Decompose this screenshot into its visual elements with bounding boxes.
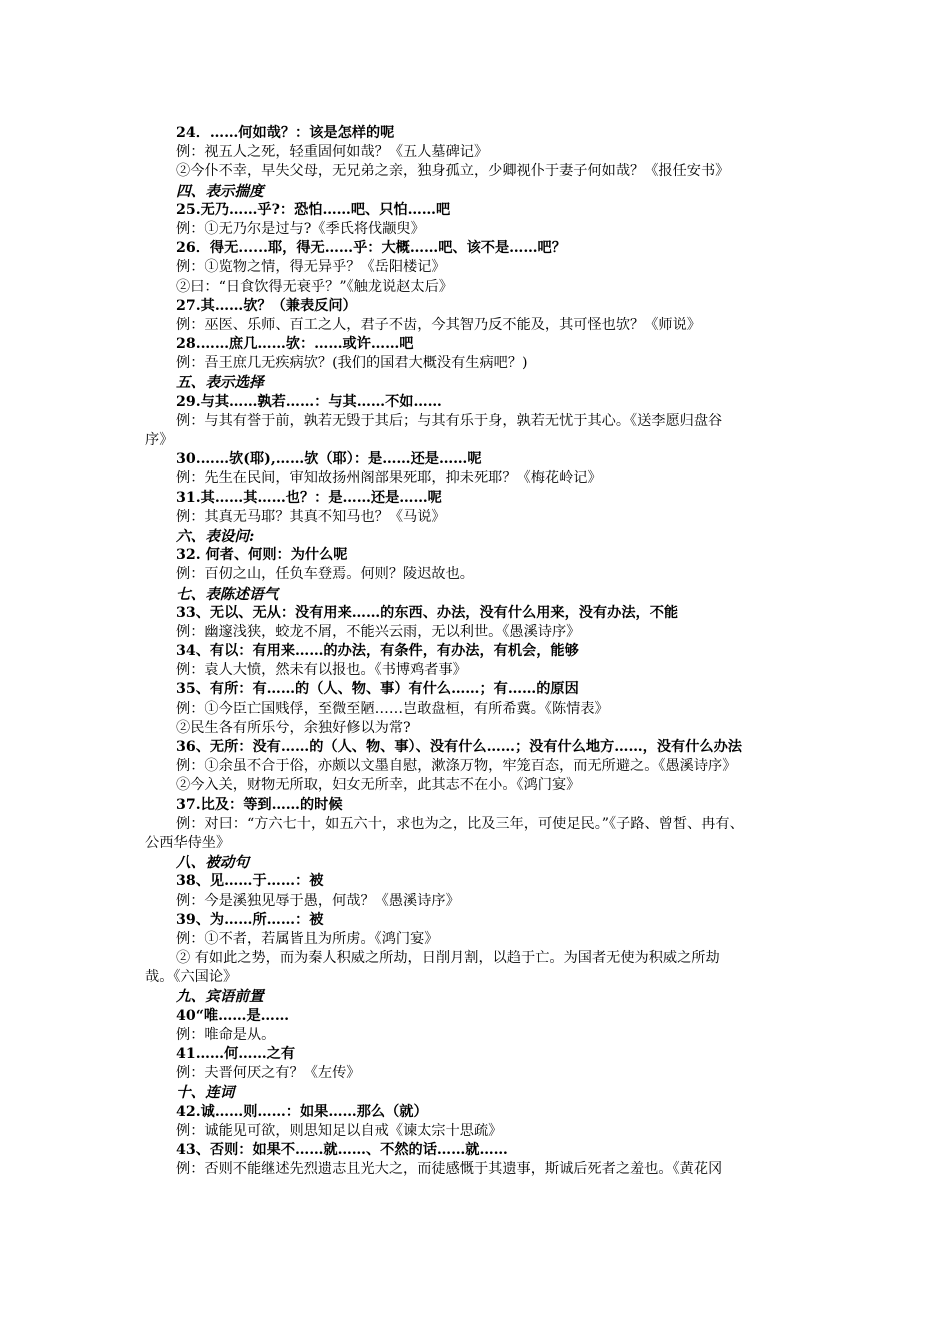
- section-heading: 六、表设问:: [176, 527, 255, 545]
- entry-title: 26．得无......耶，得无……乎：大概……吧、该不是……吧？: [176, 240, 566, 257]
- entry-title: 39、为……所……：被: [176, 911, 324, 928]
- entry-title: 28.……庶几……欤：……或许……吧: [176, 336, 414, 353]
- continuation-line: 序》: [145, 432, 174, 448]
- example-line: 例：①余虽不合于俗，亦颇以文墨自慰，漱涤万物，牢笼百态，而无所避之。《愚溪诗序》: [176, 758, 737, 775]
- entry-title: 36、无所：没有……的（人、物、事）、没有什么……；没有什么地方……，没有什么办法: [176, 739, 742, 755]
- section-heading: 四、表示揣度: [176, 182, 264, 200]
- entry-title: 24．……何如哉？：该是怎样的呢: [176, 125, 395, 141]
- example-line: 例：袁人大愤，然未有以报也。《书博鸡者事》: [176, 662, 467, 679]
- example-line: 例：①不者，若属皆且为所虏。《鸿门宴》: [176, 930, 439, 947]
- example-line: ② 有如此之势，而为秦人积威之所劫，日削月割，以趋于亡。为国者无使为积威之所劫: [176, 950, 720, 967]
- document-page: [0, 124, 950, 1179]
- entry-title: 32. 何者、何则：为什么呢: [176, 547, 348, 564]
- example-line: 例：与其有誉于前，孰若无毁于其后；与其有乐于身，孰若无忧于其心。《送李愿归盘谷: [176, 412, 723, 429]
- example-line: ②今入关，财物无所取，妇女无所幸，此其志不在小。《鸿门宴》: [176, 777, 581, 794]
- entry-title: 31.其……其……也？：是……还是……呢: [176, 489, 442, 506]
- example-line: 例：视五人之死，轻重固何如哉？《五人墓碑记》: [176, 144, 489, 161]
- entry-title: 43、否则：如果不……就……、不然的话……就……: [176, 1141, 508, 1158]
- section-heading: 七、表陈述语气: [176, 585, 279, 603]
- entry-title: 30.……欤(耶),……欤（耶）：是……还是……呢: [176, 451, 482, 468]
- entry-title: 34、有以：有用来……的办法，有条件，有办法，有机会，能够: [176, 643, 579, 660]
- example-line: 例：幽邃浅狭，蛟龙不屑，不能兴云雨，无以利世。《愚溪诗序》: [176, 623, 581, 640]
- entry-title: 40“唯……是……: [176, 1007, 290, 1024]
- section-heading: 八、被动句: [176, 854, 249, 872]
- section-heading: 九、宾语前置: [176, 988, 264, 1006]
- entry-title: 37.比及：等到……的时候: [176, 796, 343, 813]
- entry-title: 33、无以、无从：没有用来……的东西、办法，没有什么用来，没有办法，不能: [176, 604, 679, 621]
- example-line: ②民生各有所乐兮，余独好修以为常?: [176, 719, 411, 736]
- entry-title: 42.诚……则……：如果……那么（就）: [176, 1103, 428, 1120]
- section-heading: 十、连词: [176, 1084, 235, 1102]
- entry-title: 27.其……欤？（兼表反问）: [176, 297, 357, 314]
- example-line: 例：①无乃尔是过与?《季氏将伐颛臾》: [176, 220, 425, 237]
- example-line: ②曰：“日食饮得无衰乎？”《触龙说赵太后》: [176, 278, 453, 295]
- example-line: 例：吾王庶几无疾病欤？(我们的国君大概没有生病吧？): [176, 355, 528, 372]
- section-heading: 五、表示选择: [176, 374, 264, 392]
- example-line: 例：巫医、乐师、百工之人，君子不齿，今其智乃反不能及，其可怪也欤？《师说》: [176, 316, 701, 333]
- example-line: 例：唯命是从。: [176, 1026, 276, 1043]
- example-line: 例：诚能见可欲，则思知足以自戒《谏太宗十思疏》: [176, 1122, 503, 1139]
- entry-title: 41……何……之有: [176, 1046, 296, 1062]
- entry-title: 35、有所：有……的（人、物、事）有什么……；有……的原因: [176, 681, 579, 698]
- example-line: 例：①今臣亡国贱俘，至微至陋……岂敢盘桓，有所希冀。《陈情表》: [176, 700, 609, 717]
- continuation-line: 公西华侍坐》: [145, 834, 231, 851]
- example-line: 例：先生在民间，审知故扬州阁部果死耶，抑未死耶？《梅花岭记》: [176, 470, 602, 487]
- example-line: 例：夫晋何厌之有？《左传》: [176, 1065, 361, 1082]
- continuation-line: 哉。《六国论》: [145, 969, 238, 986]
- entry-title: 29.与其……孰若……：与其……不如……: [176, 393, 442, 410]
- example-line: 例：其真无马耶？其真不知马也？《马说》: [176, 508, 446, 525]
- example-line: 例：否则不能继述先烈遗志且光大之，而徒感慨于其遗事，斯诚后死者之羞也。《黄花冈: [176, 1161, 723, 1178]
- example-line: 例：百仞之山，任负车登焉。何则？陵迟故也。: [176, 566, 474, 583]
- example-line: 例：今是溪独见辱于愚，何哉？《愚溪诗序》: [176, 892, 460, 909]
- example-line: 例：①览物之情，得无异乎？《岳阳楼记》: [176, 259, 446, 276]
- example-line: ②今仆不幸，早失父母，无兄弟之亲，独身孤立，少卿视仆于妻子何如哉？《报任安书》: [176, 163, 730, 180]
- entry-title: 38、见……于……：被: [176, 873, 324, 890]
- example-line: 例：对曰：“方六七十，如五六十，求也为之，比及三年，可使足民。”《子路、曾皙、冉有、: [176, 815, 744, 832]
- entry-title: 25.无乃……乎?：恐怕……吧、只怕……吧: [176, 201, 451, 218]
